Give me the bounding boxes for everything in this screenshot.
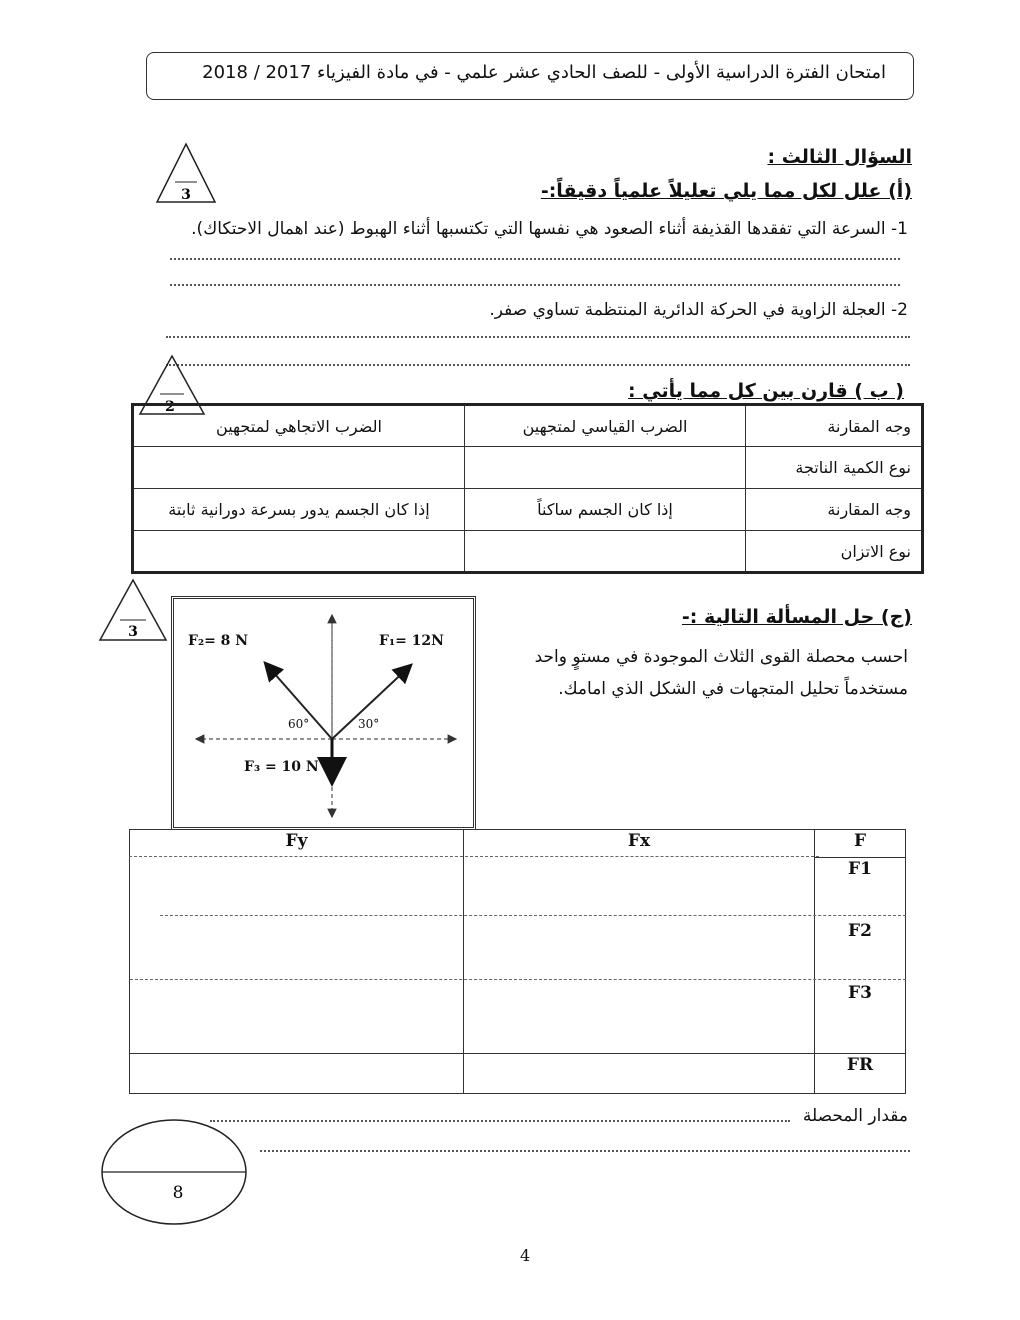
answer-cell[interactable] [130, 858, 464, 920]
row-label-f3: F3 [815, 982, 906, 1054]
answer-line[interactable] [170, 258, 900, 260]
f1-label: F₁= 12N [379, 633, 444, 649]
page-number: 4 [520, 1246, 531, 1265]
force-diagram [171, 596, 476, 830]
row-separator [129, 856, 819, 857]
question-title: السؤال الثالث : [767, 146, 912, 168]
row-label-f1: F1 [815, 858, 906, 920]
table-cell: الضرب الاتجاهي لمتجهين [133, 405, 465, 447]
answer-cell[interactable] [464, 982, 815, 1054]
row-separator [130, 979, 906, 980]
marks-b: 2 [165, 399, 175, 415]
answer-line[interactable] [260, 1150, 910, 1152]
answer-line[interactable] [170, 284, 900, 286]
col-header-f: F [815, 830, 906, 858]
f2-label: F₂= 8 N [188, 633, 249, 649]
force-components-table [129, 829, 906, 1094]
table-cell: نوع الاتزان [746, 531, 923, 573]
row-label-fr: FR [815, 1054, 906, 1094]
col-header-fy: Fy [285, 831, 308, 851]
answer-cell[interactable] [130, 1054, 464, 1094]
answer-line[interactable] [166, 336, 910, 338]
resultant-label: مقدار المحصلة [802, 1106, 908, 1126]
answer-cell[interactable] [464, 858, 815, 920]
total-marks: 8 [172, 1183, 184, 1203]
answer-cell[interactable] [133, 447, 465, 489]
part-b-heading: ( ب ) قارن بين كل مما يأتي : [628, 380, 904, 402]
part-c-text-1: احسب محصلة القوى الثلاث الموجودة في مستوٍ واحد [534, 647, 908, 667]
marks-triangle-a [155, 142, 217, 204]
table-cell: نوع الكمية الناتجة [746, 447, 923, 489]
angle-60-label: 60° [288, 717, 310, 731]
comparison-table [131, 403, 924, 574]
answer-cell[interactable] [464, 1054, 815, 1094]
part-c-text-2: مستخدماً تحليل المتجهات في الشكل الذي امامك. [558, 679, 908, 699]
part-c-heading: (ج) حل المسألة التالية :- [681, 606, 912, 628]
row-separator [160, 915, 906, 916]
col-header-fx: Fx [464, 830, 815, 858]
part-a-heading: (أ) علل لكل مما يلي تعليلاً علمياً دقيقاً:- [540, 180, 912, 202]
answer-cell[interactable] [464, 920, 815, 982]
table-cell: إذا كان الجسم ساكناً [465, 489, 746, 531]
table-cell: إذا كان الجسم يدور بسرعة دورانية ثابتة [133, 489, 465, 531]
angle-30-label: 30° [358, 717, 380, 731]
answer-cell[interactable] [465, 447, 746, 489]
answer-cell[interactable] [133, 531, 465, 573]
marks-a: 3 [181, 187, 191, 203]
answer-cell[interactable] [130, 982, 464, 1054]
table-cell: الضرب القياسي لمتجهين [465, 405, 746, 447]
marks-triangle-c [98, 578, 168, 642]
table-cell: وجه المقارنة [746, 405, 923, 447]
part-a-item-2: 2- العجلة الزاوية في الحركة الدائرية المنتظمة تساوي صفر. [489, 300, 908, 320]
row-label-f2: F2 [815, 920, 906, 982]
answer-cell[interactable] [130, 920, 464, 982]
answer-line[interactable] [166, 364, 910, 366]
table-cell: وجه المقارنة [746, 489, 923, 531]
total-marks-oval [100, 1118, 248, 1226]
part-a-item-1: 1- السرعة التي تفقدها القذيفة أثناء الصعود هي نفسها التي تكتسبها أثناء الهبوط (عند اهمال الاحتكاك). [191, 219, 908, 239]
answer-line[interactable] [210, 1120, 790, 1122]
marks-c: 3 [128, 624, 138, 640]
f3-label: F₃ = 10 N [244, 759, 319, 775]
answer-cell[interactable] [465, 531, 746, 573]
exam-title: امتحان الفترة الدراسية الأولى - للصف الحادي عشر علمي - في مادة الفيزياء 2017 / 2018 [202, 62, 886, 83]
